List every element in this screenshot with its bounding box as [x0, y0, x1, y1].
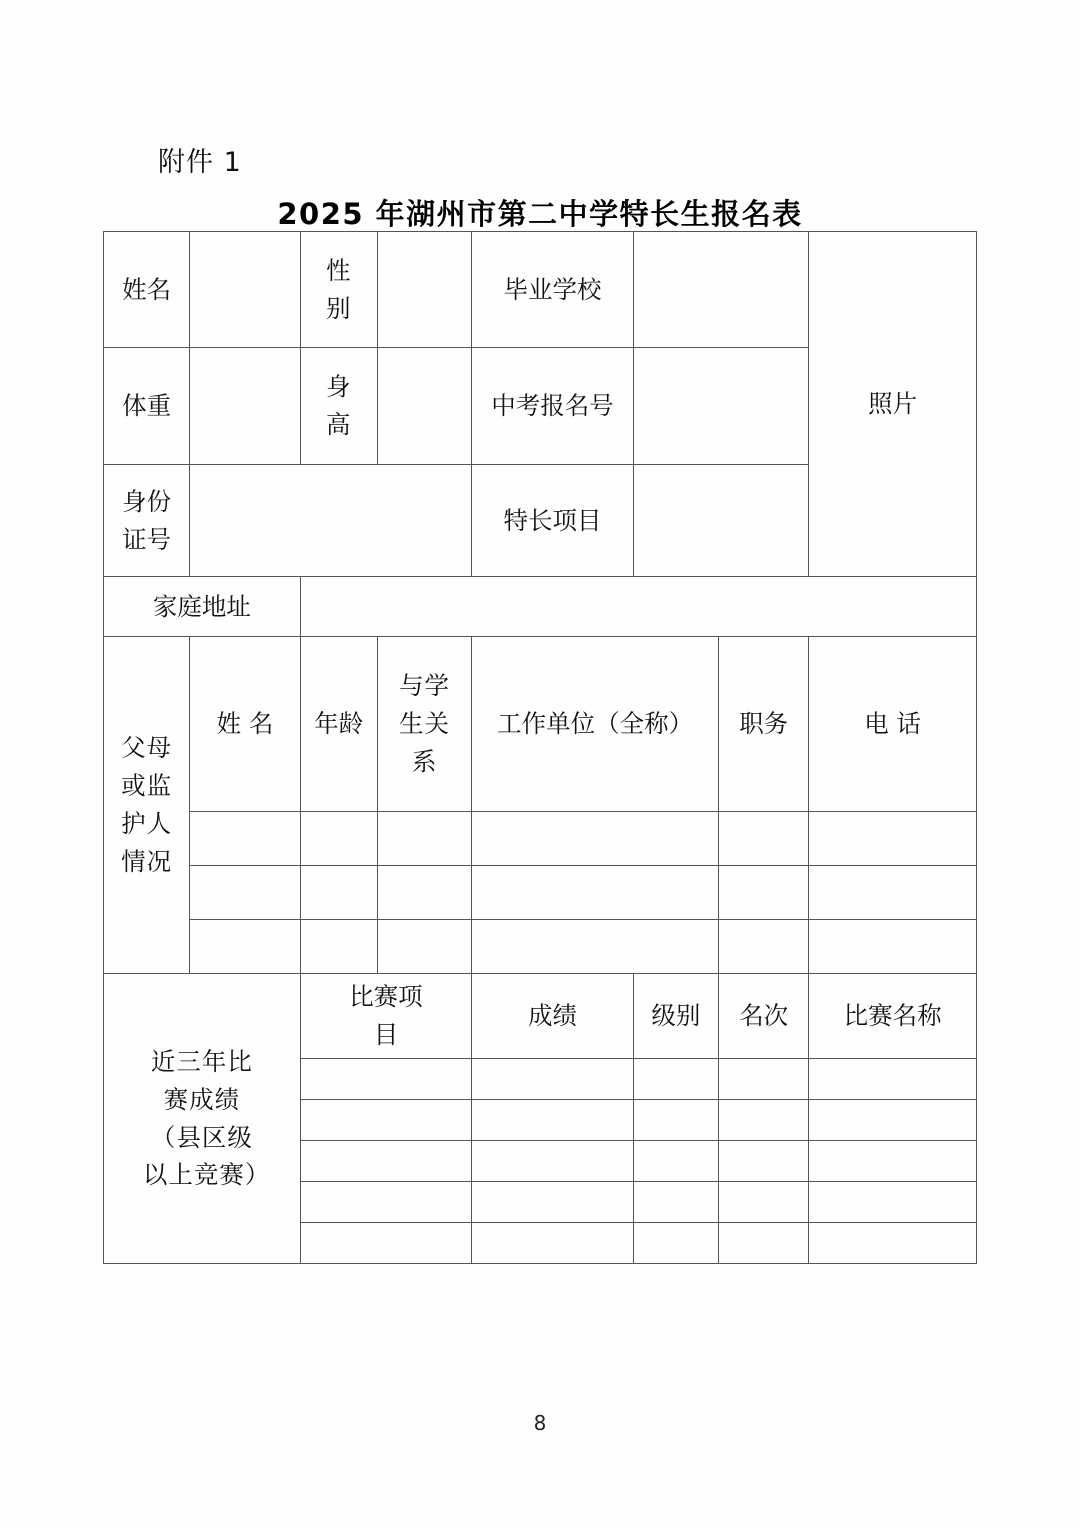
field-guardian-work-unit[interactable] [472, 866, 719, 920]
page-number: 8 [533, 1411, 547, 1435]
photo-cell[interactable]: 照片 [809, 232, 977, 577]
field-competition-event[interactable] [300, 1182, 472, 1223]
field-competition-event[interactable] [300, 1100, 472, 1141]
field-height-value[interactable] [377, 348, 471, 465]
field-gender-value[interactable] [377, 232, 471, 348]
label-height: 身高 [300, 348, 377, 465]
field-competition-name[interactable] [809, 1141, 977, 1182]
field-competition-event[interactable] [300, 1223, 472, 1264]
field-competition-level[interactable] [633, 1141, 718, 1182]
field-guardian-phone[interactable] [809, 812, 977, 866]
field-competition-level[interactable] [633, 1100, 718, 1141]
field-competition-result[interactable] [472, 1223, 634, 1264]
field-guardian-phone[interactable] [809, 920, 977, 974]
field-guardian-name[interactable] [190, 812, 300, 866]
field-specialty-value[interactable] [633, 465, 809, 577]
label-specialty: 特长项目 [472, 465, 634, 577]
field-guardian-work-unit[interactable] [472, 920, 719, 974]
field-guardian-name[interactable] [190, 866, 300, 920]
field-competition-name[interactable] [809, 1223, 977, 1264]
label-exam-number: 中考报名号 [472, 348, 634, 465]
field-competition-level[interactable] [633, 1223, 718, 1264]
field-guardian-name[interactable] [190, 920, 300, 974]
table-row-competition-header [104, 974, 977, 1059]
field-competition-level[interactable] [633, 1059, 718, 1100]
field-competition-result[interactable] [472, 1182, 634, 1223]
field-guardian-age[interactable] [300, 812, 377, 866]
label-home-address: 家庭地址 [104, 577, 301, 637]
field-competition-event[interactable] [300, 1059, 472, 1100]
field-competition-result[interactable] [472, 1059, 634, 1100]
field-guardian-work-unit[interactable] [472, 812, 719, 866]
column-header-guardian-position: 职务 [719, 637, 809, 812]
field-competition-name[interactable] [809, 1100, 977, 1141]
field-competition-rank[interactable] [719, 1059, 809, 1100]
column-header-guardian-phone: 电 话 [809, 637, 977, 812]
table-row-guardian-entry [104, 866, 977, 920]
table-row-home-address [104, 577, 977, 637]
label-id-number: 身份证号 [104, 465, 190, 577]
field-guardian-position[interactable] [719, 812, 809, 866]
field-competition-result[interactable] [472, 1141, 634, 1182]
label-graduation-school: 毕业学校 [472, 232, 634, 348]
field-competition-rank[interactable] [719, 1182, 809, 1223]
field-competition-name[interactable] [809, 1059, 977, 1100]
field-competition-rank[interactable] [719, 1100, 809, 1141]
column-header-competition-level: 级别 [633, 974, 718, 1059]
field-competition-result[interactable] [472, 1100, 634, 1141]
column-header-guardian-name: 姓 名 [190, 637, 300, 812]
field-weight-value[interactable] [190, 348, 300, 465]
field-home-address-value[interactable] [300, 577, 976, 637]
table-row-guardian-entry [104, 812, 977, 866]
field-guardian-position[interactable] [719, 920, 809, 974]
field-guardian-relation[interactable] [377, 866, 471, 920]
column-header-competition-result: 成绩 [472, 974, 634, 1059]
page-title: 2025 年湖州市第二中学特长生报名表 [277, 197, 803, 231]
column-header-competition-rank: 名次 [719, 974, 809, 1059]
label-competition-section: 近三年比赛成绩（县区级以上竞赛） [104, 974, 301, 1264]
registration-form-table [103, 231, 977, 1264]
column-header-competition-event: 比赛项目 [300, 974, 472, 1059]
field-competition-rank[interactable] [719, 1141, 809, 1182]
field-guardian-relation[interactable] [377, 920, 471, 974]
label-weight: 体重 [104, 348, 190, 465]
table-row-guardian-entry [104, 920, 977, 974]
field-competition-rank[interactable] [719, 1223, 809, 1264]
field-guardian-age[interactable] [300, 866, 377, 920]
field-competition-event[interactable] [300, 1141, 472, 1182]
field-competition-name[interactable] [809, 1182, 977, 1223]
field-exam-number-value[interactable] [633, 348, 809, 465]
field-guardian-age[interactable] [300, 920, 377, 974]
column-header-competition-name: 比赛名称 [809, 974, 977, 1059]
field-competition-level[interactable] [633, 1182, 718, 1223]
field-guardian-position[interactable] [719, 866, 809, 920]
field-guardian-relation[interactable] [377, 812, 471, 866]
table-row-guardian-header [104, 637, 977, 812]
label-name: 姓名 [104, 232, 190, 348]
field-graduation-school-value[interactable] [633, 232, 809, 348]
table-row-name [104, 232, 977, 348]
field-guardian-phone[interactable] [809, 866, 977, 920]
label-gender: 性别 [300, 232, 377, 348]
column-header-guardian-work-unit: 工作单位（全称） [472, 637, 719, 812]
attachment-label: 附件 1 [158, 147, 242, 178]
field-id-number-value[interactable] [190, 465, 472, 577]
column-header-guardian-relation: 与学生关系 [377, 637, 471, 812]
label-guardian-section: 父母或监护人情况 [104, 637, 190, 974]
field-name-value[interactable] [190, 232, 300, 348]
column-header-guardian-age: 年龄 [300, 637, 377, 812]
